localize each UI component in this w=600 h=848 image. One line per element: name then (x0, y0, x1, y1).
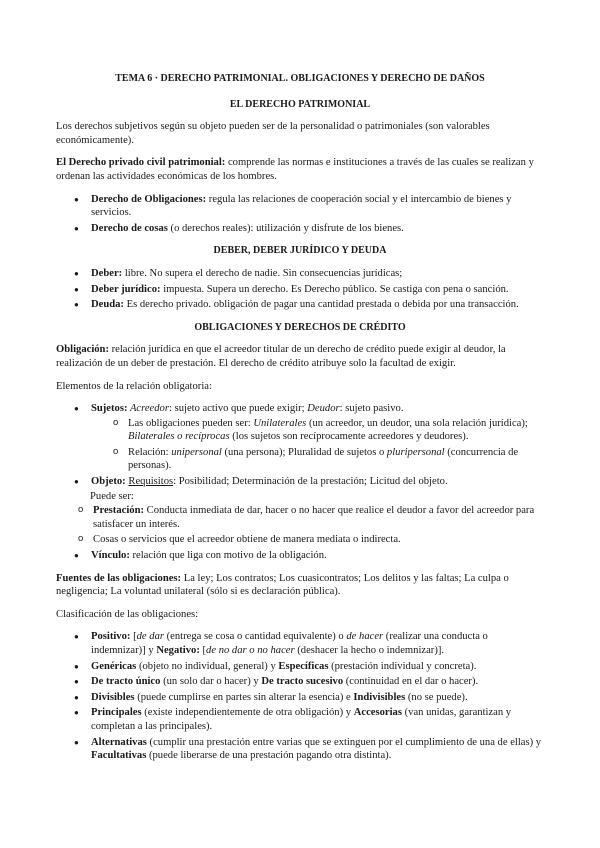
list-derechos (56, 193, 544, 236)
list-item: ● Divisibles (puede cumplirse en partes sin alterar la esencia) e Indivisibles (no se puede). (56, 691, 544, 705)
section-heading-obligaciones: OBLIGACIONES Y DERECHOS DE CRÉDITO (194, 321, 406, 333)
document-title: TEMA 6 · DERECHO PATRIMONIAL. OBLIGACIONES Y DERECHO DE DAÑOS (115, 73, 485, 84)
list-item: ● Sujetos: Acreedor: sujeto activo que puede exigir; Deudor: sujeto pasivo. o Las obligaciones pueden ser: Unilaterales (un acreedor, un deudor, una sola relación jurídica); Bilaterales o recíprocas (los sujetos son recíprocamente acreedores y deudores). o Relación: unipersonal (una persona); Pluralidad de sujetos o pluripersonal (concurrencia de personas). (56, 402, 544, 473)
list-item: ● Derecho de cosas (o derechos reales): utilización y disfrute de los bienes. (56, 222, 544, 236)
list-objeto (56, 504, 544, 562)
sublist-sujetos (91, 417, 544, 473)
paragraph-elementos-label: Elementos de la relación obligatoria: (56, 380, 212, 392)
list-deber (56, 267, 544, 312)
paragraph-obligacion: Obligación: relación jurídica en que el acreedor titular de un derecho de crédito puede exigir al deudor, la realización de un deber de prestación. El derecho de crédito atribuye solo la facultad de exigir. (56, 344, 506, 369)
paragraph-derecho-privado: El Derecho privado civil patrimonial: comprende las normas e instituciones a través de las cuales se realizan y ordenan las actividades económicas de los hombres. (56, 157, 534, 182)
paragraph-clasificacion-label: Clasificación de las obligaciones: (56, 608, 199, 620)
list-item: ● Alternativas (cumplir una prestación entre varias que se extinguen por el cumplimiento de una de ellas) y Facultativas (puede liberarse de una prestación pagando otra distinta). (56, 736, 544, 763)
sublist-item: o Las obligaciones pueden ser: Unilaterales (un acreedor, un deudor, una sola relación jurídica); Bilaterales o recíprocas (los sujetos son recíprocamente acreedores y deudores). (91, 417, 544, 444)
list-item: ● Derecho de Obligaciones: regula las relaciones de cooperación social y el intercambio de bienes y servicios. (56, 193, 544, 220)
list-item: ● Principales (existe independientemente de otra obligación) y Accesorias (van unidas, garantizan y completan a las principales). (56, 706, 544, 733)
list-item: ● Positivo: [de dar (entrega se cosa o cantidad equivalente) o de hacer (realizar una conducta o indemnizar)] y Negativo: [de no dar o no hacer (deshacer la hecho o indemnizar)]. (56, 630, 544, 657)
list-item: ● Genéricas (objeto no individual, general) y Específicas (prestación individual y concreta). (56, 660, 544, 674)
paragraph-derechos-subjetivos: Los derechos subjetivos según su objeto pueden ser de la personalidad o patrimoniales (son valorables económicamente). (56, 121, 490, 146)
sublist-item: o Relación: unipersonal (una persona); Pluralidad de sujetos o pluripersonal (concurrencia de personas). (91, 446, 544, 473)
list-item: ● Deuda: Es derecho privado. obligación de pagar una cantidad prestada o debida por una transacción. (56, 298, 544, 312)
list-elementos (56, 402, 544, 489)
sublist-item: o Prestación: Conducta inmediata de dar, hacer o no hacer que realice el deudor a favor del acreedor para satisfacer un interés. (56, 504, 544, 531)
list-item: ● Objeto: Requisitos: Posibilidad; Determinación de la prestación; Licitud del objeto. (56, 475, 544, 489)
list-item: ● De tracto único (un solo dar o hacer) y De tracto sucesivo (continuidad en el dar o hacer). (56, 675, 544, 689)
section-heading-patrimonial: EL DERECHO PATRIMONIAL (229, 98, 371, 110)
sublist-objeto (56, 504, 544, 547)
list-clasificacion (56, 630, 544, 762)
list-item: ● Deber jurídico: impuesta. Supera un derecho. Es Derecho público. Se castiga con pena o sanción. (56, 283, 544, 297)
list-item: ● Deber: libre. No supera el derecho de nadie. Sin consecuencias jurídicas; (56, 267, 544, 281)
section-heading-deber: DEBER, DEBER JURÍDICO Y DEUDA (213, 245, 387, 257)
list-item: ● Vínculo: relación que liga con motivo de la obligación. (56, 549, 544, 563)
sublist-item: o Cosas o servicios que el acreedor obtiene de manera mediata o indirecta. (56, 533, 544, 547)
paragraph-fuentes: Fuentes de las obligaciones: La ley; Los contratos; Los cuasicontratos; Los delitos y las faltas; La culpa o negligencia; La voluntad unilateral (sólo si es declaración pública). (56, 572, 509, 598)
list-item-wrapper (56, 504, 544, 547)
term-derecho-privado: El Derecho privado civil patrimonial: (56, 157, 226, 169)
puede-ser-label: Puede ser: (90, 490, 134, 502)
